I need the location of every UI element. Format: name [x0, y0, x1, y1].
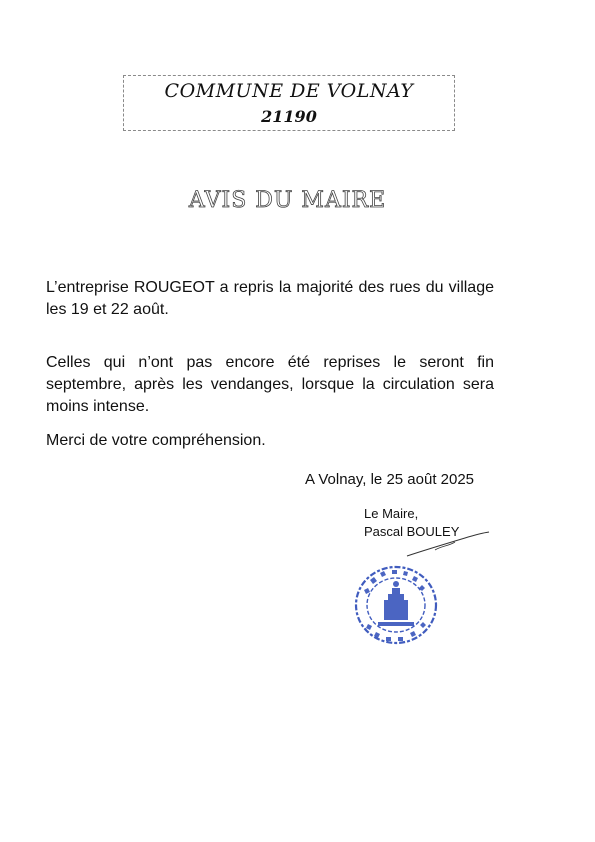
handwritten-signature: [405, 530, 490, 560]
commune-name: COMMUNE DE VOLNAY: [164, 80, 414, 102]
paragraph-thanks: Merci de votre compréhension.: [46, 432, 266, 449]
paragraph-works: L’entreprise ROUGEOT a repris la majorité des rues du village les 19 et 22 août.: [46, 279, 494, 318]
paragraph-remaining-works: Celles qui n’ont pas encore été reprises le seront fin septembre, après les vendanges, lorsque la circulation sera moins intense.: [46, 354, 494, 415]
mairie-stamp-seal: [350, 560, 442, 650]
letterhead-box: [123, 75, 455, 131]
notice-title: AVIS DU MAIRE: [188, 188, 387, 213]
place-and-date: A Volnay, le 25 août 2025: [305, 471, 475, 488]
signatory-title: Le Maire,: [364, 506, 419, 521]
signatory-name: Pascal BOULEY: [364, 524, 460, 539]
postal-code: 21190: [261, 107, 317, 126]
